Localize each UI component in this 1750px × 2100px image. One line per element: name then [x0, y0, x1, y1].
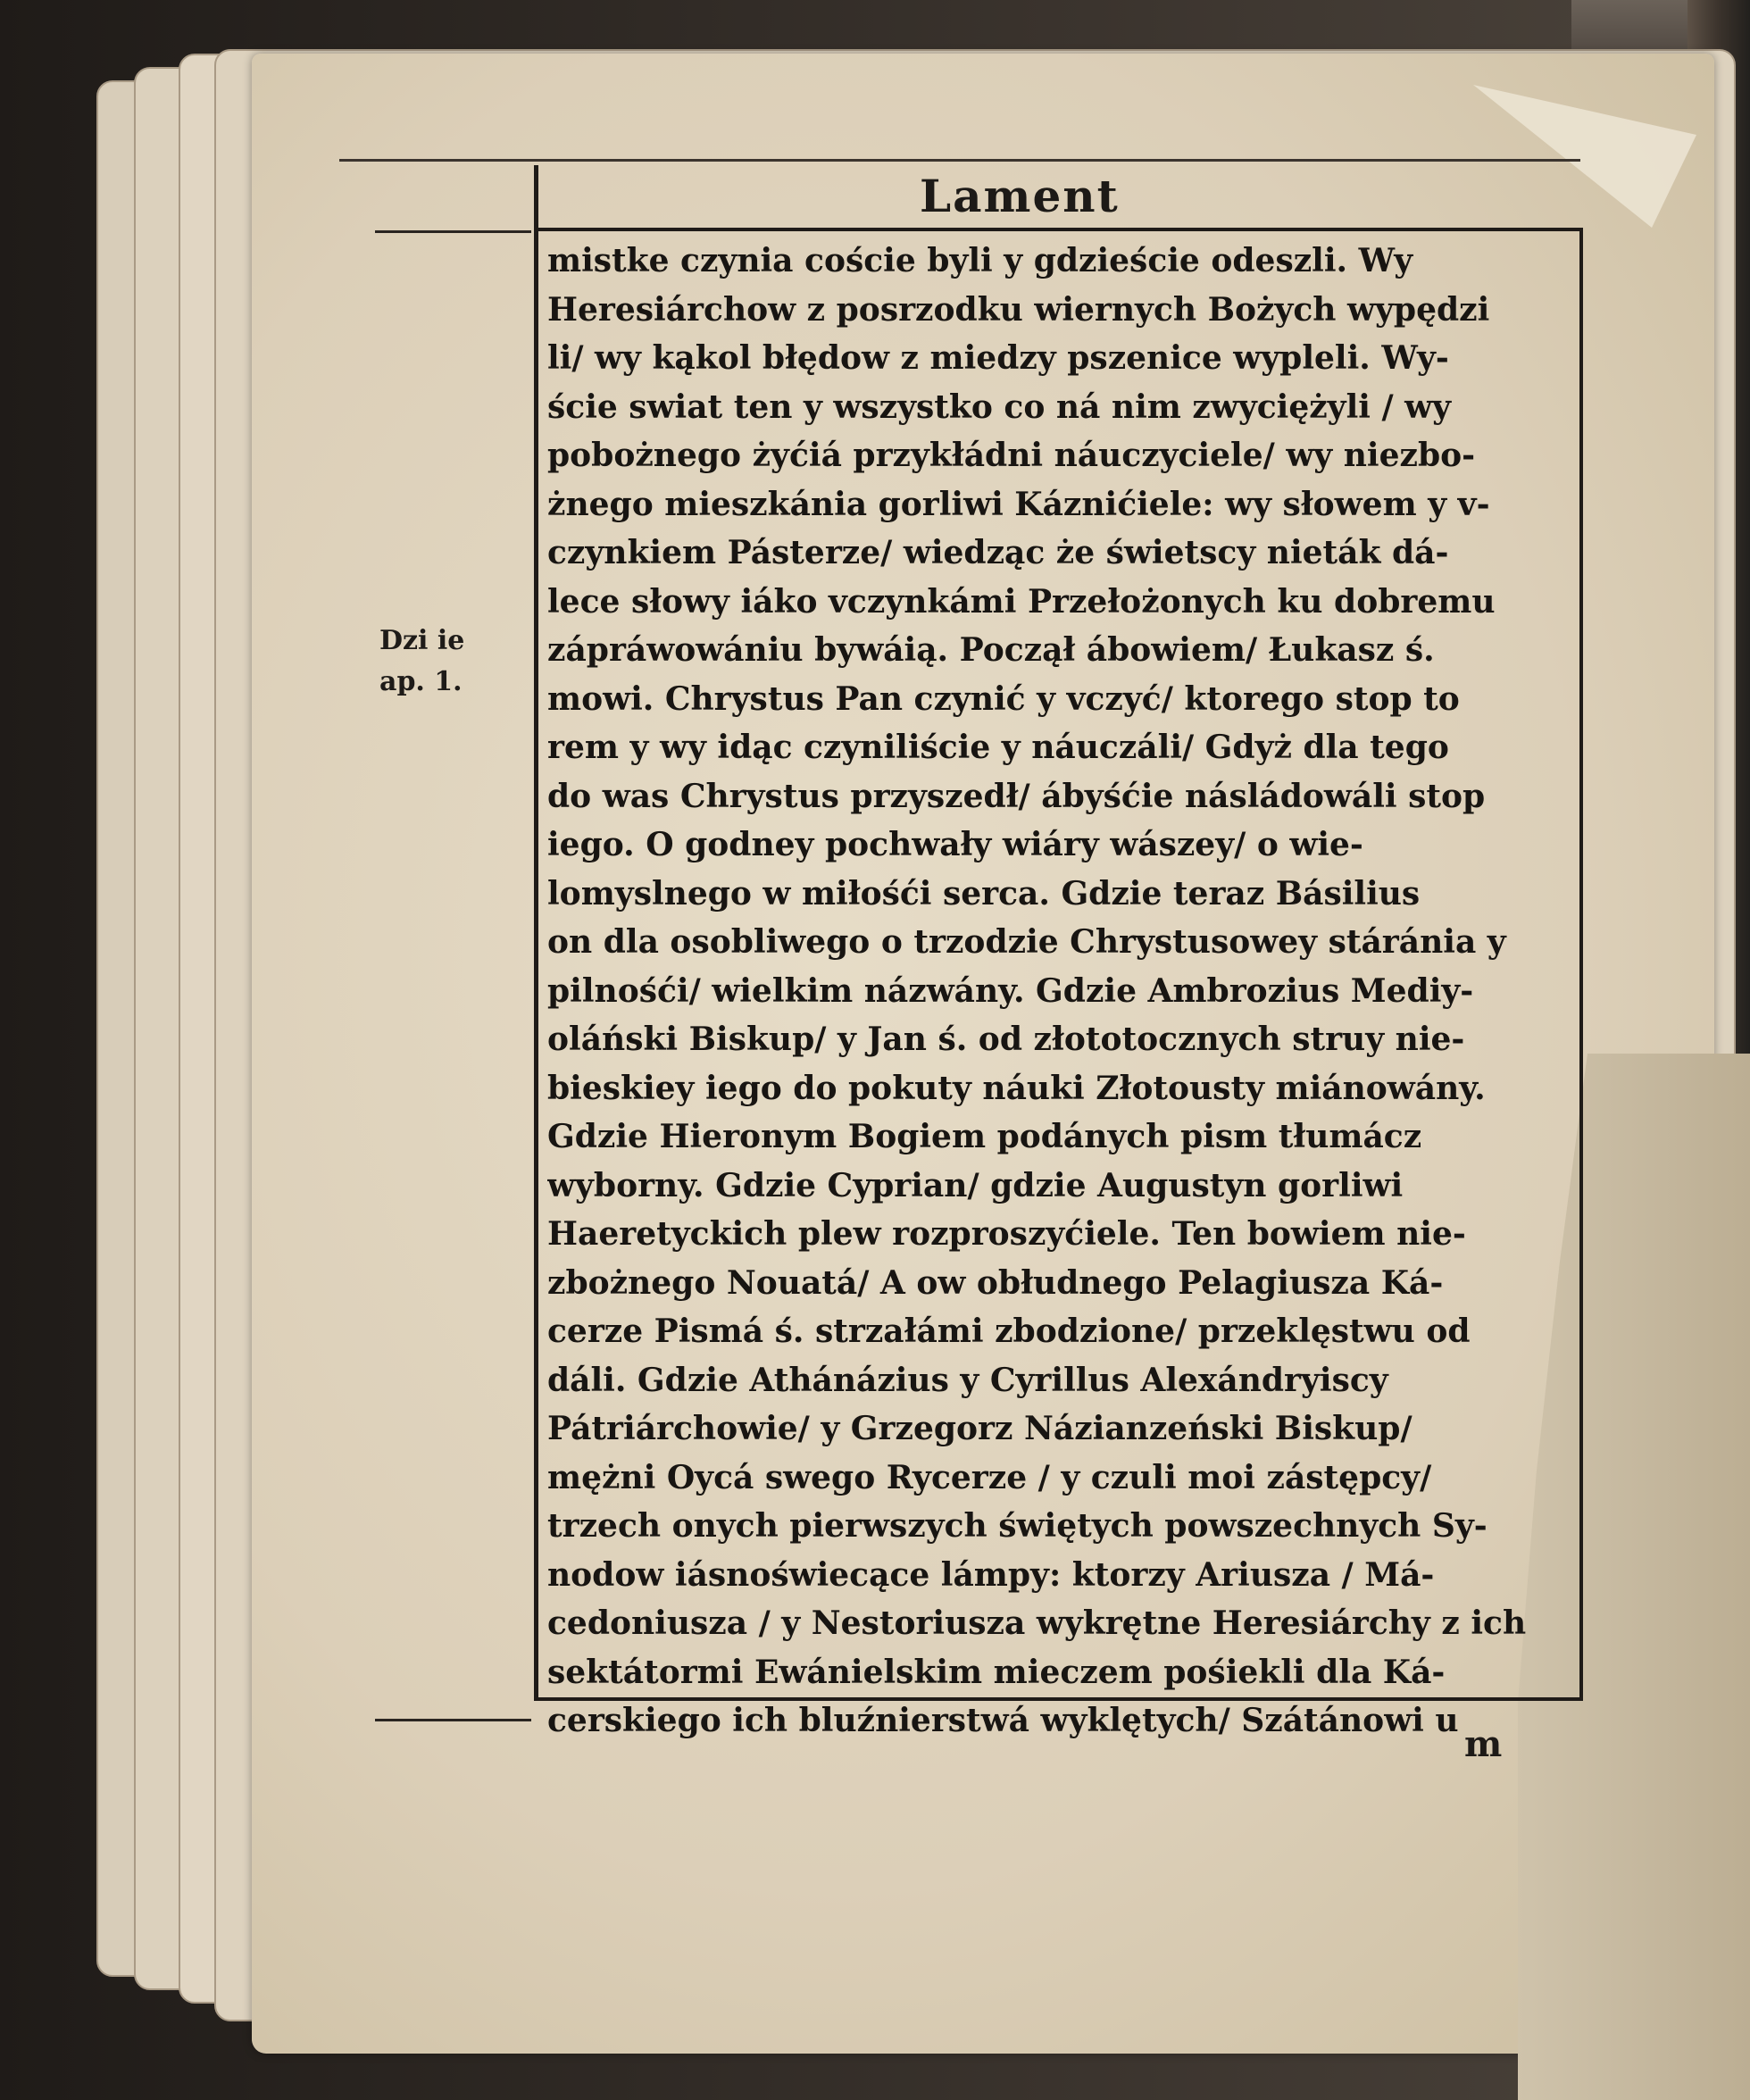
text-line: li/ wy kąkol błędow z miedzy pszenice wypleli. Wy- — [547, 339, 1449, 377]
text-line: czynkiem Pásterze/ wiedząc że świetscy nieták dá- — [547, 534, 1449, 571]
text-line: mężni Oycá swego Rycerze / y czuli moi zástępcy/ — [547, 1458, 1432, 1496]
text-line: ście swiat ten y wszystko co ná nim zwyciężyli / wy — [547, 388, 1452, 426]
text-line: on dla osobliwego o trzodzie Chrystusowey stáránia y — [547, 923, 1506, 961]
margin-note-line: Dzi ie — [379, 625, 465, 656]
text-line: Haeretyckich plew rozproszyćiele. Ten bowiem nie- — [547, 1215, 1466, 1253]
text-line: zápráwowániu bywáią. Począł ábowiem/ Łukasz ś. — [547, 631, 1435, 669]
text-block — [538, 228, 1583, 1739]
text-line: do was Chrystus przyszedł/ ábyśćie násládowáli stop — [547, 777, 1486, 815]
text-line: nodow iásnoświecące lámpy: ktorzy Ariusza / Má- — [547, 1555, 1435, 1594]
text-line: cerskiego ich bluźnierstwá wyklętych/ Szátánowi u — [547, 1702, 1459, 1739]
text-line: lomyslnego w miłośći serca. Gdzie teraz Básilius — [547, 874, 1421, 912]
text-line: zbożnego Nouatá/ A ow obłudnego Pelagiusza Ká- — [547, 1263, 1444, 1302]
text-line: cerze Pismá ś. strzałámi zbodzione/ przeklęstwu od — [547, 1312, 1471, 1350]
margin-note-line: ap. 1. — [379, 666, 462, 697]
text-line: pobożnego żyćiá przykłádni náuczyciele/ wy niezbo- — [547, 437, 1476, 474]
text-line: żnego mieszkánia gorliwi Káznićiele: wy słowem y v- — [547, 485, 1490, 523]
margin-rule-bottom — [375, 1719, 531, 1721]
header-rule — [339, 159, 1580, 162]
text-line: lece słowy iáko vczynkámi Przełożonych ku dobremu — [547, 582, 1496, 621]
running-head: Lament — [920, 170, 1120, 222]
text-line: pilnośći/ wielkim názwány. Gdzie Ambrozius Mediy- — [547, 971, 1474, 1010]
text-line: mowi. Chrystus Pan czynić y vczyć/ ktorego stop to — [547, 679, 1460, 718]
text-line: rem y wy idąc czyniliście y náuczáli/ Gdyż dla tego — [547, 729, 1449, 766]
text-line: bieskiey iego do pokuty náuki Złotousty miánowány. — [547, 1069, 1486, 1107]
margin-note — [379, 621, 464, 703]
text-line: Heresiárchow z posrzodku wiernych Bożych wypędzi — [547, 290, 1490, 329]
text-line: sektátormi Ewánielskim mieczem pośiekli dla Ká- — [547, 1653, 1446, 1691]
text-line: oláński Biskup/ y Jan ś. od złototocznych struy nie- — [547, 1021, 1465, 1058]
catchword: m — [1464, 1723, 1503, 1765]
text-line: Pátriárchowie/ y Grzegorz Názianzeński Biskup/ — [547, 1410, 1412, 1447]
text-line: trzech onych pierwszych świętych powszechnych Sy- — [547, 1507, 1488, 1545]
text-line: wyborny. Gdzie Cyprian/ gdzie Augustyn gorliwi — [547, 1166, 1404, 1204]
text-line: iego. O godney pochwały wiáry wászey/ o wie- — [547, 826, 1363, 863]
text-line: dáli. Gdzie Athánázius y Cyrillus Alexándryiscy — [547, 1361, 1388, 1399]
text-line: cedoniusza / y Nestoriusza wykrętne Heresiárchy z ich — [547, 1604, 1527, 1642]
margin-rule-top — [375, 230, 531, 233]
text-line: mistke czynia coście byli y gdzieście odeszli. Wy — [547, 242, 1413, 279]
text-line: Gdzie Hieronym Bogiem podánych pism tłumácz — [547, 1118, 1422, 1155]
